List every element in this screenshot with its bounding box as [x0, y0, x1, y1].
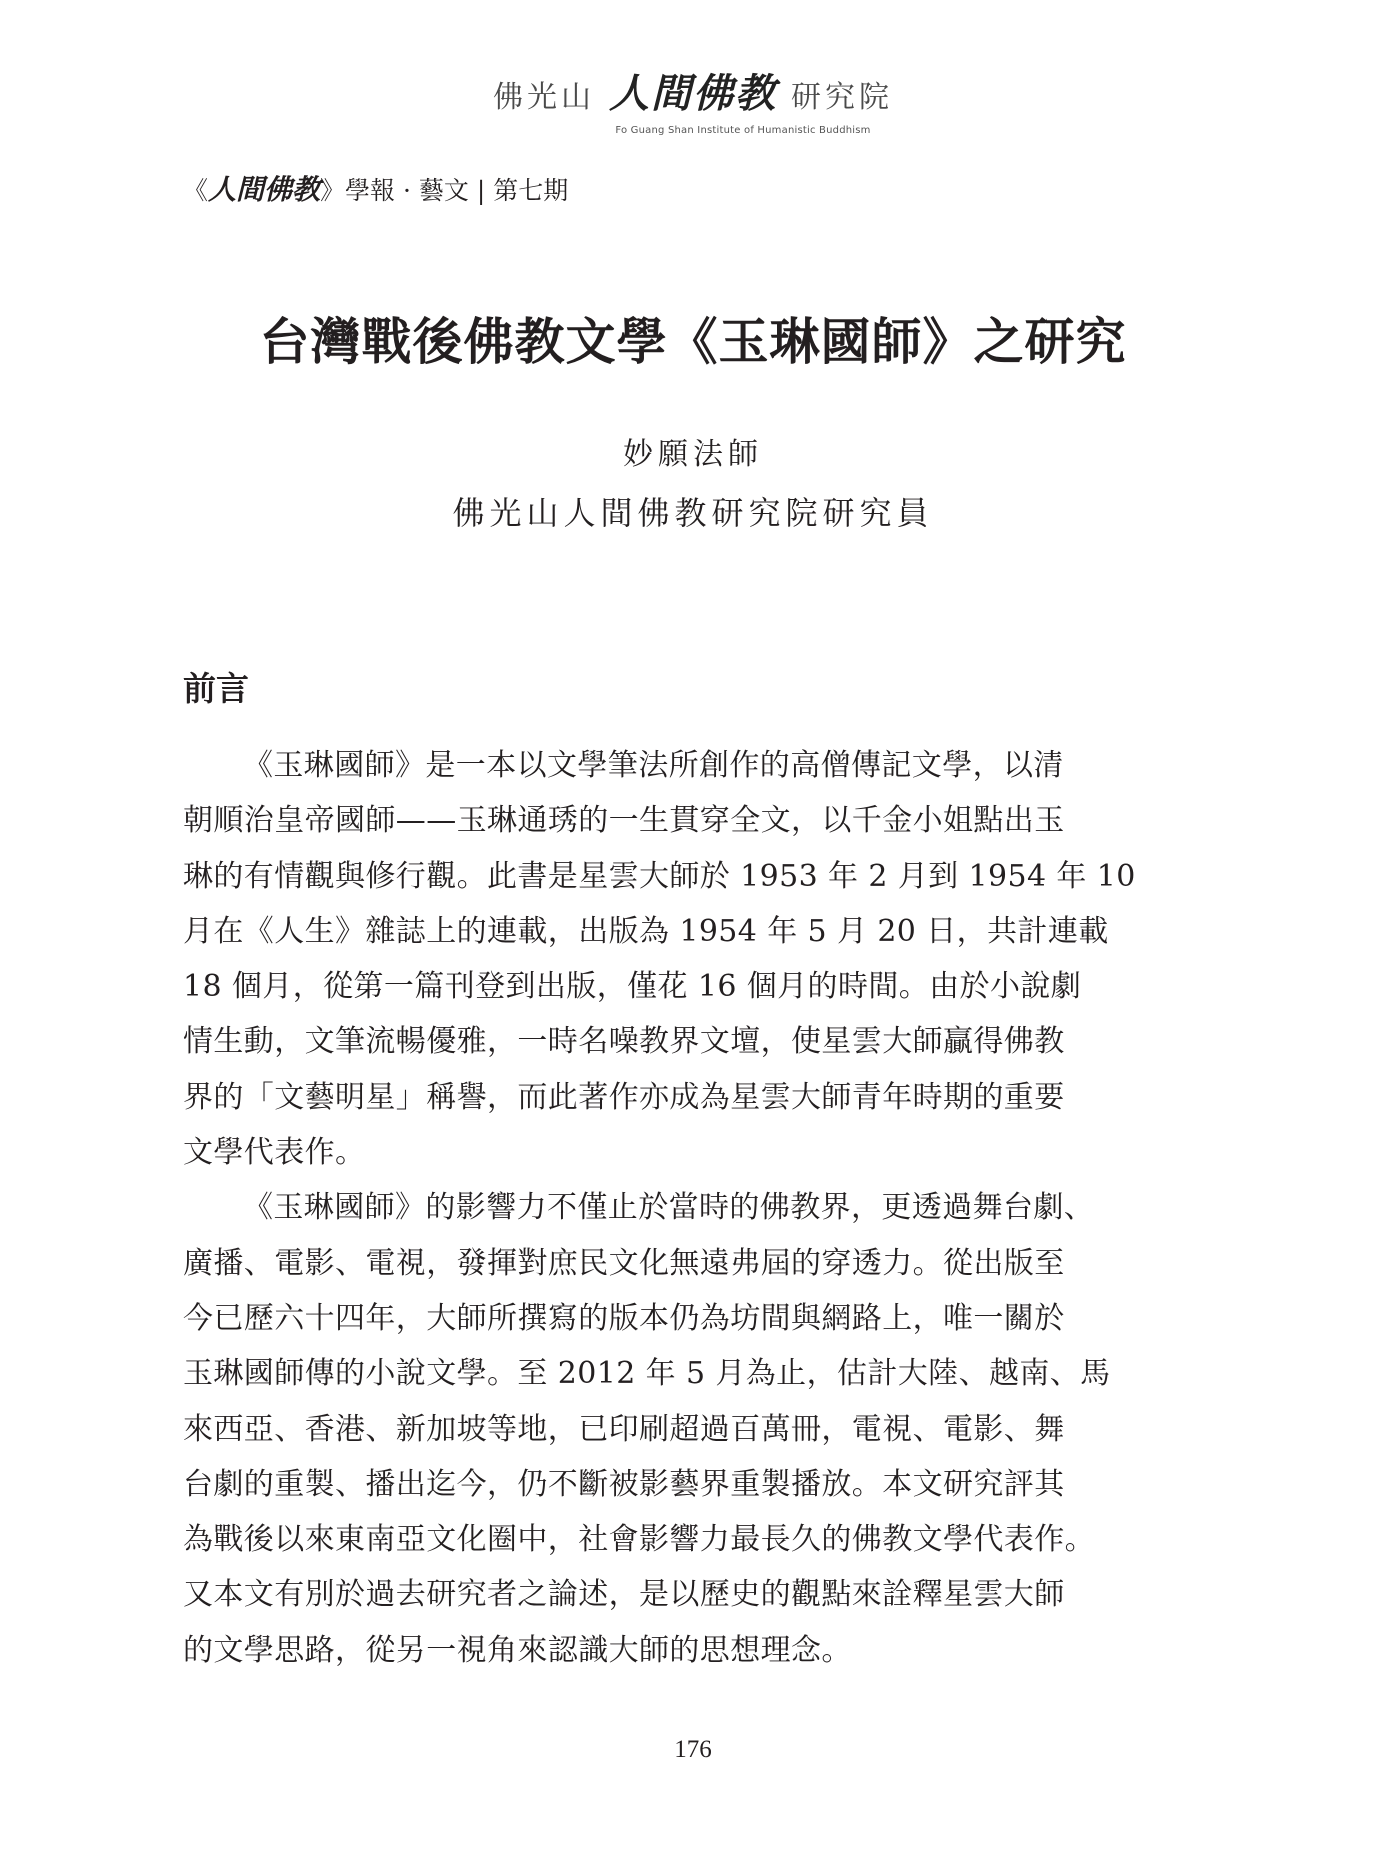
paragraph-line: 廣播、電影、電視，發揮對庶民文化無遠弗屆的穿透力。從出版至: [183, 1245, 1065, 1281]
running-head: [183, 168, 568, 208]
author-name: 妙願法師: [623, 437, 763, 472]
paragraph-line: 玉琳國師傳的小說文學。至 2012 年 5 月為止，估計大陸、越南、馬: [183, 1356, 1111, 1392]
paragraph-line: 今已歷六十四年，大師所撰寫的版本仍為坊間與網路上，唯一關於: [183, 1300, 1065, 1336]
paragraph-line: 文學代表作。: [183, 1135, 366, 1171]
masthead-left-text: 佛光山: [493, 80, 595, 115]
paragraph-line: 界的「文藝明星」稱譽，而此著作亦成為星雲大師青年時期的重要: [183, 1079, 1065, 1115]
paragraph-line: 琳的有情觀與修行觀。此書是星雲大師於 1953 年 2 月到 1954 年 10: [183, 858, 1136, 894]
body-text: [183, 738, 1213, 1678]
author-affiliation: 佛光山人間佛教研究院研究員: [452, 494, 934, 532]
article-title: 台灣戰後佛教文學《玉琳國師》之研究: [259, 312, 1127, 371]
running-head-open-bracket: 《: [183, 176, 209, 205]
section-heading-introduction: 前言: [183, 669, 249, 708]
masthead-title: [493, 62, 893, 119]
running-head-brand: 人間佛教: [208, 173, 321, 206]
paragraph-line: 台劇的重製、播出迄今，仍不斷被影藝界重製播放。本文研究評其: [183, 1466, 1065, 1502]
masthead-right-text: 研究院: [791, 80, 893, 115]
journal-masthead: [0, 62, 1386, 136]
paragraph-line: 月在《人生》雜誌上的連載，出版為 1954 年 5 月 20 日，共計連載: [183, 913, 1109, 949]
running-head-rest: 》學報 · 藝文 | 第七期: [320, 176, 569, 205]
paragraph-line: 《玉琳國師》是一本以文學筆法所創作的高僧傳記文學，以清: [243, 748, 1064, 783]
paragraph-line: 又本文有別於過去研究者之論述，是以歷史的觀點來詮釋星雲大師: [183, 1577, 1065, 1613]
masthead-english-subtitle: Fo Guang Shan Institute of Humanistic Buddhism: [615, 125, 871, 136]
page-number: 176: [674, 1736, 712, 1763]
paragraph-1: [183, 738, 1213, 1180]
paragraph-line: 朝順治皇帝國師——玉琳通琇的一生貫穿全文，以千金小姐點出玉: [183, 803, 1065, 839]
paragraph-line: 情生動，文筆流暢優雅，一時名噪教界文壇，使星雲大師贏得佛教: [183, 1024, 1065, 1060]
paragraph-2: [183, 1180, 1213, 1678]
paragraph-line: 的文學思路，從另一視角來認識大師的思想理念。: [183, 1632, 852, 1668]
masthead-brand-logotype: 人間佛教: [609, 70, 777, 117]
paragraph-line: 18 個月，從第一篇刊登到出版，僅花 16 個月的時間。由於小說劇: [183, 969, 1082, 1005]
paragraph-line: 來西亞、香港、新加坡等地，已印刷超過百萬冊，電視、電影、舞: [183, 1411, 1065, 1447]
paragraph-line: 《玉琳國師》的影響力不僅止於當時的佛教界，更透過舞台劇、: [243, 1190, 1095, 1226]
paragraph-line: 為戰後以來東南亞文化圈中，社會影響力最長久的佛教文學代表作。: [183, 1522, 1095, 1558]
